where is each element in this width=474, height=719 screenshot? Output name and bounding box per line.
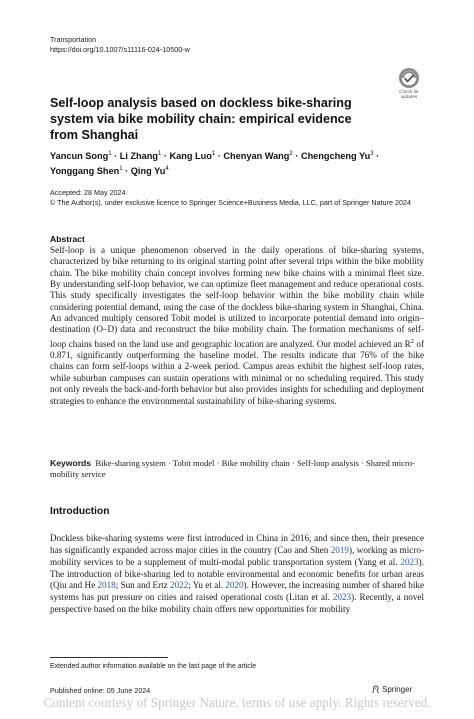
keywords-list: Bike-sharing system · Tobit model · Bike mobility chain · Self-loop analysis · Shared micro-mobility service: [50, 458, 415, 479]
badge-label-1: Check for: [399, 89, 419, 94]
doi-link[interactable]: https://doi.org/10.1007/s11116-024-10500-w: [50, 45, 190, 54]
footnote: Extended author information available on the last page of the article: [50, 663, 257, 670]
intro-text-segment: ). However, the increasing number of shared bike systems has put pressure on cities and raised operational costs (Litan et al.: [50, 580, 424, 603]
citation-link[interactable]: 2022: [170, 580, 189, 591]
author-name[interactable]: Chengcheng Yu: [300, 151, 371, 162]
intro-text-segment: ), working as micro-mobility services to be a supplement of multi-modal public transportation system (Yang et al.: [50, 544, 424, 567]
author-affiliation: 2: [289, 151, 293, 157]
author-affiliation: 1: [119, 166, 123, 173]
author-affiliation: 1: [158, 151, 162, 157]
article-title: Self-loop analysis based on dockless bike-sharing system via bike mobility chain: empirical evidence from Shanghai: [50, 96, 352, 142]
intro-text-segment: ). Recently, a novel perspective based on the bike mobility chain offers new opportunities for mobility: [50, 592, 425, 615]
check-for-updates-icon: [392, 66, 426, 100]
published-date: Published online: 05 June 2024: [50, 686, 151, 695]
watermark: Content courtesy of Springer Nature, terms of use apply. Rights reserved.: [43, 695, 431, 710]
citation-link[interactable]: 2023: [400, 556, 419, 567]
author-affiliation: 4: [165, 166, 169, 173]
intro-text-segment: ). The introduction of bike-sharing led to notable environmental and economic benefits for urban areas (Qiu and He: [50, 556, 424, 591]
citation-link[interactable]: 2023: [332, 592, 352, 603]
introduction-body: [50, 533, 424, 616]
badge-label-2: updates: [400, 94, 418, 99]
abstract-body: [50, 245, 424, 407]
publisher-name: Springer: [382, 685, 413, 694]
author-name[interactable]: Qing Yu: [130, 166, 166, 177]
author-name[interactable]: Chenyan Wang: [223, 151, 290, 162]
abstract-text-1: Self-loop is a unique phenomenon observed in the daily operations of bike-sharing systems, characterized by bike returning to its original starting point after several trips within the bike mobility chain. The bike mobility chain concept involves forming new bike chains with a minimal fleet size. By understanding self-loop behavior, we can optimize fleet management and reduce operational costs. This study specifically investigates the self-loop behavior within the bike mobility chain while considering potential demand, using the case of the dockless bike-sharing system in Shanghai, China. An advanced multiply censored Tobit model is utilized to incorporate potential demand into origin–destination (O–D) data and reconstruct the bike mobility chain. The formation mechanisms of self-loop chains based on the land use and geographic location are analyzed. Our model achieved an R: [50, 245, 424, 349]
check-for-updates-badge[interactable]: [392, 66, 426, 100]
keywords-label: Keywords: [50, 458, 92, 468]
author-affiliation: 1: [211, 151, 216, 157]
citation-link[interactable]: 2018: [97, 580, 116, 591]
citation-link[interactable]: 2019: [330, 544, 349, 555]
springer-horse-icon: [371, 685, 380, 694]
citation-link[interactable]: 2020: [225, 580, 244, 591]
author-list: Yancun Song$^1$ · Li Zhang$^1$ · Kang Luo$^1$ · Chenyan Wang$^2$ · Chengcheng $Yu^3$ · Yonggang Shen$^1$ · Qing Yu$^4$: [50, 151, 380, 177]
publisher-logo: [371, 685, 412, 694]
author-name[interactable]: Yancun Song: [50, 151, 109, 162]
author-name[interactable]: Kang Luo: [169, 151, 212, 162]
author-affiliation: 3: [370, 151, 374, 157]
abstract-text-2: of 0.871, significantly outperforming the baseline model. The results indicate that 76% of the bike chains can form self-loops within a 2-week period. Campus areas exhibit the highest self-loop rates, while suburban campuses can sustain operations with minimal or no scheduling required. This study not only reveals the back-and-forth behavior but also provides insights for scheduling and deployment strategies to enhance the environmental sustainability of bike-sharing systems.: [50, 338, 425, 406]
copyright-notice: © The Author(s), under exclusive licence to Springer Science+Business Media, LLC, part of Springer Nature 2024: [50, 198, 411, 207]
author-name[interactable]: Li Zhang: [119, 151, 158, 162]
intro-text-segment: Dockless bike-sharing systems were first introduced in China in 2016, and since then, their presence has significantly expanded across major cities in the country (Cao and Shen: [50, 533, 424, 555]
abstract-heading: Abstract: [50, 234, 85, 244]
abstract-superscript: 2: [410, 337, 414, 345]
intro-text-segment: ; Sun and Ertz: [115, 580, 171, 591]
introduction-heading: Introduction: [50, 506, 110, 517]
author-name[interactable]: Yonggang Shen: [50, 166, 120, 177]
intro-text-segment: ; Yu et al.: [188, 580, 226, 591]
journal-name: Transportation: [50, 35, 97, 44]
keywords: [50, 458, 424, 480]
accepted-date: Accepted: 28 May 2024: [50, 188, 126, 197]
author-affiliation: 1: [108, 151, 112, 157]
footnote-divider: [50, 657, 168, 658]
